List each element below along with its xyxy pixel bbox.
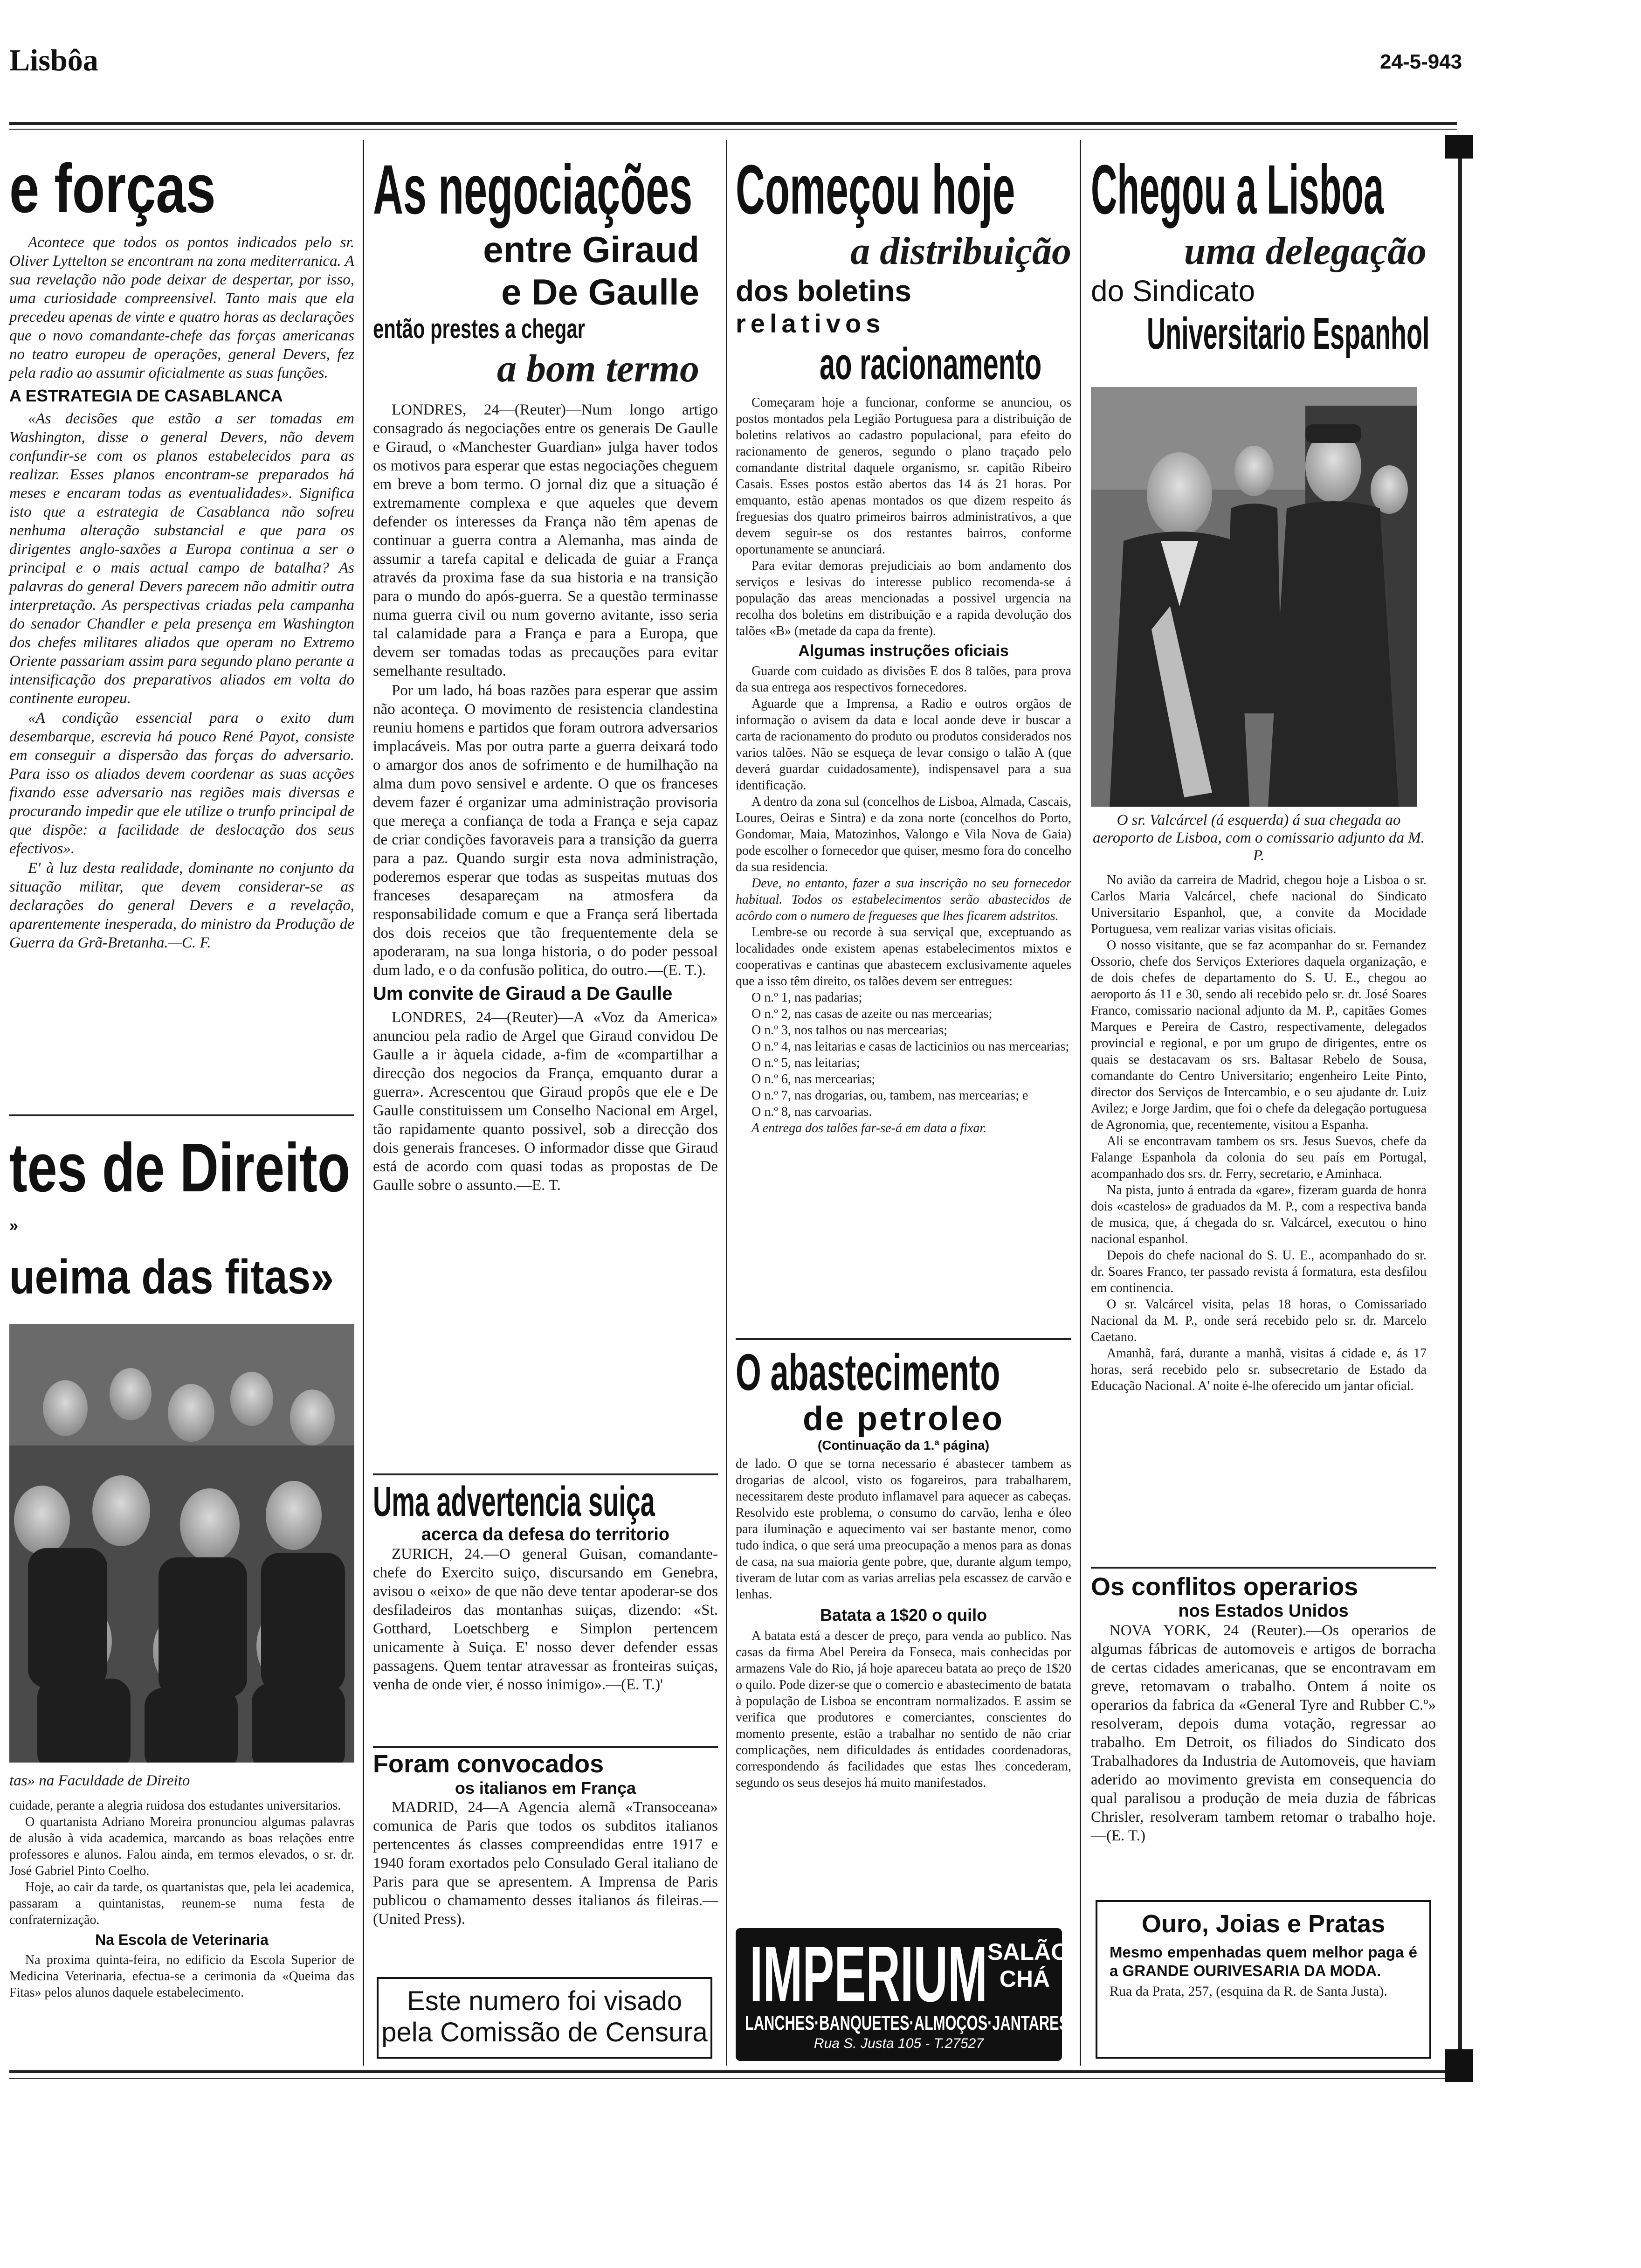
top-rule-thin [9, 129, 1457, 130]
col2-advertencia [373, 1478, 718, 1695]
col1-subhead: A ESTRATEGIA DE CASABLANCA [9, 386, 283, 405]
col2-body: LONDRES, 24—(Reuter)—Num longo artigo consagrado ás negociações entre os generais De Gaulle e Giraud, o «Manchester Guardian» julga haver todos os motivos para esperar que estas negociações cheguem em breve a bom termo. O jornal diz que a situação é extremamente complexa e que aqueles que devem defender os interesses da França não têm apenas de continuar a guerra contra a Alemanha, mas ainda de assumir a tarefa capital e delicada de guiar a França através da proxima fase da sua historia e na transição para o mundo do após-guerra. Se a questão terminasse numa guerra civil ou num governo avitante, isso seria tal calamidade para a França e para a Europa, que devem ser tomadas todas as precauções para evitar semelhante resultado. Por um lado, há boas razões para esperar que assim não aconteça. O movimento de resistencia clandestina reuniu homens e partidos que foram outrora adversarios implacáveis. Mas por outra parte a guerra deixará todo o amargor dos anos de sofrimento e de humilhação na alma dum povo sensivel e ardente. O que os franceses devem fazer é organizar uma administração provisoria que mereça a confiança de toda a França e seja capaz de criar condições favoraveis para a transição da guerra para a paz. Quando surgir esta nova administração, poderemos esperar que todas as suspeitas mutuas dos franceses desapareçam na atmosfera da responsabilidade comum e que a França será libertada dos dois receios que tão frequentemente dela se apoderaram, na sua longa historia, o do poder pessoal dum lado, e o da confusão politica, do outro.—(E. T.). [373, 401, 718, 979]
col2-sub3: então prestes a chegar [373, 314, 585, 344]
col4-subhead2: nos Estados Unidos [1178, 1601, 1349, 1621]
col1-photo [9, 1324, 354, 1763]
col3-rule1 [736, 1338, 1071, 1340]
col1-headline2-prefix: » [9, 1217, 18, 1235]
top-rule [9, 122, 1457, 125]
column-3 [736, 145, 1071, 1136]
list-item: O n.º 1, nas padarias; [752, 990, 862, 1005]
col4-sub3: Universitario Espanhol [1147, 309, 1430, 359]
masthead-date: 24-5-943 [1380, 50, 1462, 73]
col3-body: Começaram hoje a funcionar, conforme se anunciou, os postos montados pela Legião Portuguesa para a distribuição de boletins relativos ao cadastro populacional, para efeito do racionamento de generos, segundo o plano traçado pelo comandante distrital daquele organismo, sr. capitão Ribeiro Casais. Esses postos estão abertos das 14 ás 21 horas. Por emquanto, estão apenas montados os que dizem respeito ás freguesias dos quatro primeiros bairros administrativos, a que devem seguir-se os dos restantes bairros, conforme oportunamente se anunciará. Para evitar demoras prejudiciais ao bom andamento dos serviços e lesivas do interesse publico recomenda-se á população das areas mencionadas a possivel urgencia na recolha dos boletins em distribuição e a rapida devolução dos talões «B» (metade da capa da frente). [736, 395, 1071, 638]
ourivesaria-address: Rua da Prata, 257, (esquina da R. de Santa Justa). [1110, 1984, 1387, 1999]
col4-photo-caption: O sr. Valcárcel (á esquerda) á sua chegada ao aeroporto de Lisboa, com o comissario adjunto da M. P. [1093, 812, 1425, 864]
col3-headline2b: de petroleo [802, 1400, 1005, 1438]
col3-cont: (Continuação da 1.ª página) [817, 1438, 990, 1452]
list-item: O n.º 2, nas casas de azeite ou nas mercearias; [752, 1007, 993, 1021]
ourivesaria-title: Ouro, Joias e Pratas [1141, 1910, 1386, 1938]
crowd-photo-illustration [9, 1324, 354, 1763]
col2-subhead2: acerca da defesa do territorio [421, 1525, 670, 1544]
col2-body2: LONDRES, 24—(Reuter)—A «Voz da America» anunciou pela radio de Argel que Giraud convidou De Gaulle a ir àquela cidade, a-fim de «compartilhar a direcção dos negocios da França, emquanto durar a guerra». Acrescentou que Giraud propôs que ele e De Gaulle constituissem um Conselho Nacional em Argel, tão rapidamente quanto possivel, sob a direcção dos dois generais franceses. O informador disse que Giraud está de acordo com quasi todas as propostas de De Gaulle sobre o assunto.—E. T. [373, 1009, 718, 1194]
col2-subhead: Um convite de Giraud a De Gaulle [373, 983, 673, 1004]
list-item: O n.º 4, nas leitarias e casas de lacticinios ou nas mercearias; [752, 1039, 1069, 1054]
imperium-brand: IMPERIUM [750, 1930, 987, 2019]
col3-sub1: a distribuição [850, 229, 1071, 273]
col2-headline3: Foram convocados [373, 1750, 604, 1778]
bottom-rule-thin [9, 2078, 1457, 2079]
col3-sub3: relativos [736, 309, 885, 338]
col4-conflitos [1091, 1572, 1436, 1846]
col3-petroleo [736, 1343, 1071, 1791]
corner-mark-bottom [1445, 2049, 1473, 2082]
delegation-photo-illustration [1091, 387, 1417, 807]
col3-headline: Começou hoje [736, 150, 1015, 228]
imperium-address: Rua S. Justa 105 - T.27527 [814, 2036, 984, 2051]
col2-headline: As negociações [373, 150, 693, 228]
col4-body2: NOVA YORK, 24 (Reuter).—Os operarios de algumas fábricas de automoveis e artigos de borracha de certas cidades americanas, que se encontravam em greve, retomavam o trabalho. Ontem á noite os operarios da fabrica da «General Tyre and Rubber C.º» resolveram, depois duma votação, regressar ao trabalho. Em Detroit, os filiados do Sindicato dos Trabalhadores da Industria de Automoveis, que haviam aderido ao movimento grevista em consequencia do qual paralisou a produção de meia duzia de fábricas Chrisler, resolveram tambem retomar o trabalho hoje.—(E. T.) [1091, 1622, 1436, 1844]
col1-headline: e forças [9, 150, 216, 227]
imperium-salao: SALÃO [987, 1939, 1069, 1965]
col1-headline2: tes de Direito [9, 1129, 351, 1206]
col1-intro: Acontece que todos os pontos indicados pelo sr. Oliver Lyttelton se encontram na zona mediterranica. A sua revelação não pode deixar de despertar, por isso, uma curiosidade compreensivel. Tanto mais que ela precedeu apenas de vinte e quatro horas as declarações que o novo comandante-chefe das forças americanas no teatro europeu de operações, general Devers, fez pela radio ao assumir oficialmente as suas funções. [9, 234, 354, 381]
col4-sub1: uma delegação [1184, 229, 1427, 273]
imperium-cha: CHÁ [999, 1966, 1050, 1992]
col3-sub2: dos boletins [736, 274, 911, 308]
col2-subhead3: os italianos em França [455, 1778, 636, 1798]
col3-sub4: ao racionamento [820, 339, 1042, 389]
col4-body: No avião da carreira de Madrid, chegou hoje a Lisboa o sr. Carlos Maria Valcárcel, chefe nacional do Sindicato Universitario Espanhol, que, a convite da Mocidade Portuguesa, vem realizar varias visitas oficiais. O nosso visitante, que se faz acompanhar do sr. Fernandez Ossorio, chefe dos Serviços Exteriores daquela organização, e de dois chefes de departamento do S. U. E., chegou ao aeroporto ás 11 e 30, sendo ali recebido pelo sr. dr. José Soares Franco, comissario nacional adjunto da M. P., capitães Gomes Marques e Pereira de Castro, respectivamente, delegados provincial e regional, e por um grupo de dirigentes, entre os quais se destacavam os srs. Baltasar Rebelo de Sousa, comandante do Centro Universitario; engenheiro Leite Pinto, director dos Serviços de Intercambio, e o seu ajudante dr. Luiz Avilez; e Jorge Jardim, que foi o chefe da delegação portuguesa de Agronomia, que, recentemente, visitou a Espanha. Ali se encontravam tambem os srs. Jesus Suevos, chefe da Falange Espanhola da colonia do seu país em Portugal, acompanhado dos srs. dr. Ferry, secretario, e Aminhaca. Na pista, junto á entrada da «gare», fizeram guarda de honra dois «castelos» de graduados da M. P., com a respectiva banda de musica, que, á chegada do sr. Valcárcel, executou o hino nacional espanhol. Depois do chefe nacional do S. U. E., acompanhado do sr. dr. Soares Franco, ter passado revista á formatura, esta desfilou em continencia. O sr. Valcárcel visita, pelas 18 horas, o Comissariado Nacional da M. P., onde será recebido pelo sr. dr. Marcelo Caetano. Amanhã, fará, durante a manhã, visitas á cidade e, ás 17 horas, será recebido pelo sr. subsecretario de Estado da Educação Nacional. A' noite é-lhe oferecido um jantar oficial. [1091, 873, 1427, 1393]
col3-subhead: Algumas instruções oficiais [798, 642, 1009, 660]
col1-rule [9, 1114, 354, 1116]
ourivesaria-ad [1096, 1900, 1431, 2059]
censorship-box [377, 1977, 712, 2059]
censorship-line1: Este numero foi visado [407, 1986, 682, 2016]
censorship-line2: pela Comissão de Censura [381, 2017, 708, 2047]
col2-body4: MADRID, 24—A Agencia alemã «Transoceana» comunica de Paris que todos os subditos italianos pertencentes ás classes compreendidas entre 1917 e 1940 foram exortados pelo Consulado Geral italiano de Paris para que se apresentem. A Imprensa de Paris publicou o chamamento desses italianos ás fileiras.—(United Press). [373, 1799, 718, 1928]
col1-subhead2: Na Escola de Veterinaria [95, 1931, 269, 1948]
list-item: O n.º 7, nas drogarias, ou, tambem, nas mercearias; e [752, 1088, 1028, 1103]
col2-sub1: entre Giraud [483, 229, 699, 270]
col3-subhead2: Batata a 1$20 o quilo [820, 1605, 987, 1625]
col-divider-3 [1080, 140, 1081, 2066]
bottom-rule [9, 2070, 1457, 2073]
col-divider-2 [726, 140, 727, 2066]
col2-sub2: e De Gaulle [501, 271, 699, 312]
col1-headline3: ueima das fitas» [9, 1250, 334, 1304]
col1-photo-caption: tas» na Faculdade de Direito [9, 1772, 190, 1789]
col3-headline2: O abastecimento [736, 1344, 1000, 1401]
list-item: O n.º 3, nos talhos ou nas mercearias; [752, 1023, 948, 1037]
column-4 [1091, 145, 1450, 359]
col4-headline: Chegou a Lisboa [1091, 150, 1384, 228]
column-1 [9, 140, 354, 953]
col2-rule2 [373, 1746, 718, 1748]
ourivesaria-text: Mesmo empenhadas quem melhor paga é a GRANDE OURIVESARIA DA MODA. [1110, 1943, 1417, 1979]
col4-sub2: do Sindicato [1091, 274, 1255, 308]
imperium-services: LANCHES·BANQUETES·ALMOÇOS·JANTARES [745, 2012, 1069, 2034]
list-item: O n.º 6, nas mercearias; [752, 1072, 876, 1086]
masthead-city: Lisbôa [9, 43, 98, 77]
right-border [1458, 140, 1462, 2066]
col-divider-1 [363, 140, 364, 2066]
col3-body2: Guarde com cuidado as divisões E dos 8 talões, para prova da sua entrega aos respectivos fornecedores. Aguarde que a Imprensa, a Radio e outros orgãos de informação o avisem da data e local aonde deve ir buscar a carta de racionamento do produto ou produtos considerados nos varios talões. Não se esqueça de levar consigo o talão A (que deverá guardar cuidadosamente), indispensavel para a sua identificação. A dentro da zona sul (concelhos de Lisboa, Almada, Cascais, Loures, Oeiras e Sintra) e da zona norte (concelhos do Porto, Gondomar, Maia, Matozinhos, Valongo e Vila Nova de Gaia) pode escolher o fornecedor que quiser, mesmo fora do concelho da sua residencia. Deve, no entanto, fazer a sua inscrição no seu fornecedor habitual. Todos os estabelecimentos serão abastecidos de acôrdo com o numero de fregueses que lhes ficarem adstritos. Lembre-se ou recorde à sua serviçal que, exceptuando as localidades onde existem apenas estabelecimentos mixtos e cooperativas e cantinas que abastecem exclusivamente aqueles que a isso têm direito, os talões devem ser entregues: O n.º 1, nas padarias; O n.º 2, nas casas de azeite ou nas mercearias; O n.º 3, nos talhos ou nas mercearias; O n.º 4, nas leitarias e casas de lacticinios ou nas mercearias; O n.º 5, nas leitarias; O n.º 6, nas mercearias; O n.º 7, nas drogarias, ou, tambem, nas mercearias; e O n.º 8, nas carvoarias. A entrega dos talões far-se-á em data a fixar. [736, 664, 1071, 1135]
col3-list [736, 989, 1071, 1120]
imperium-ad [736, 1928, 1069, 2061]
col2-headline2: Uma advertencia suiça [373, 1479, 655, 1525]
col1-bottom-body: cuidade, perante a alegria ruidosa dos estudantes universitarios. O quartanista Adriano Moreira pronunciou algumas palavras de alusão à vida academica, marcando as boas relações entre professores e alunos. Falou ainda, em termos elevados, o sr. dr. José Gabriel Pinto Coelho. Hoje, ao cair da tarde, os quartanistas que, pela lei academica, passaram a quintanistas, reunem-se numa festa de confraternização. Na Escola de Veterinaria Na proxima quinta-feira, no edificio da Escola Superior de Medicina Veterinaria, efectua-se a cerimonia da «Queima das Fitas» pelos alunos daquele estabelecimento. [9, 1798, 354, 2000]
list-item: O n.º 5, nas leitarias; [752, 1056, 860, 1070]
col4-headline2: Os conflitos operarios [1091, 1573, 1358, 1601]
list-item: O n.º 8, nas carvoarias. [752, 1105, 872, 1119]
col4-rule1 [1091, 1567, 1436, 1569]
column-2 [373, 145, 718, 1196]
col2-sub4: a bom termo [497, 347, 699, 390]
col1-body: «As decisões que estão a ser tomadas em Washington, disse o general Devers, não devem confundir-se com os planos estabelecidos para as realizar. Esses planos encontram-se preparados há meses e encaram todas as eventualidades». Significa isto que a estrategia de Casablanca não sofreu nenhuma alteração substancial e que para os dirigentes anglo-saxões a Europa continua a ser o principal e o mais actual campo de batalha? As palavras do general Devers parecem não admitir outra interpretação. As perspectivas criadas pela campanha do senador Chandler e pela presença em Washington dos chefes militares aliados que operam no Extremo Oriente passariam assim para segundo plano perante a intensificação dos preparativos aliados em volta do continente europeu. «A condição essencial para o exito dum desembarque, escrevia há pouco René Payot, consiste em conseguir a dispersão das forças do adversario. Para isso os aliados devem coordenar as suas acções fixando esse adversario nas regiões mais diversas e procurando impedir que ele utilize o trunfo principal de que dispõe: a facilidade de deslocação dos seus efectivos». E' à luz desta realidade, dominante no conjunto da situação militar, que devem considerar-se as declarações do general Devers e a revelação, aparentemente inesperada, do ministro da Produção de Guerra da Grã-Bretanha.—C. F. [9, 410, 354, 951]
col2-convocados [373, 1749, 718, 1929]
col3-body3: de lado. O que se torna necessario é abastecer tambem as drogarias de alcool, visto os fogareiros, para trabalharem, necessitarem deste produto inflamavel para aquecer as cabeças. Resolvido este problema, o consumo do carvão, lenha e óleo para iluminação e aquecimento vai ser bastante menor, como tudo indica, o que será uma preocupação a menos para as donas de casa, na sua maioria gente pobre, que, durante algum tempo, tiveram de lutar com as varias arrelias pela escassez de carvão e lenhas. [736, 1457, 1071, 1602]
col4-photo [1091, 387, 1417, 807]
col2-body3: ZURICH, 24.—O general Guisan, comandante-chefe do Exercito suiço, discursando em Genebra, avisou o «eixo» de que não deve tentar apoderar-se dos desfiladeiros das montanhas suiças, dizendo: «St. Gotthard, Loetschberg e Simplon pertencem unicamente à Suiça. E' nosso dever defender essas passagens. Quem tentar atravessar as fronteiras suiças, venha de onde vier, é nosso inimigo».—(E. T.)' [373, 1546, 718, 1693]
col3-body4: A batata está a descer de preço, para venda ao publico. Nas casas da firma Abel Pereira da Fonseca, mais conhecidas por armazens Vale do Rio, já hoje apareceu batata ao preço de 1$20 o quilo. Pode dizer-se que o comercio e abastecimento de batata à população de Lisboa se encontram normalizados. E assim se verifica que produtores e comerciantes, conscientes do momento presente, estão a trabalhar no sentido de não criar complicações, nem dificuldades ás entidades coordenadoras, correspondendo ás facilidades que estas lhes concederam, segundo os seus desejos há muito manifestados. [736, 1629, 1071, 1790]
col2-rule1 [373, 1473, 718, 1475]
